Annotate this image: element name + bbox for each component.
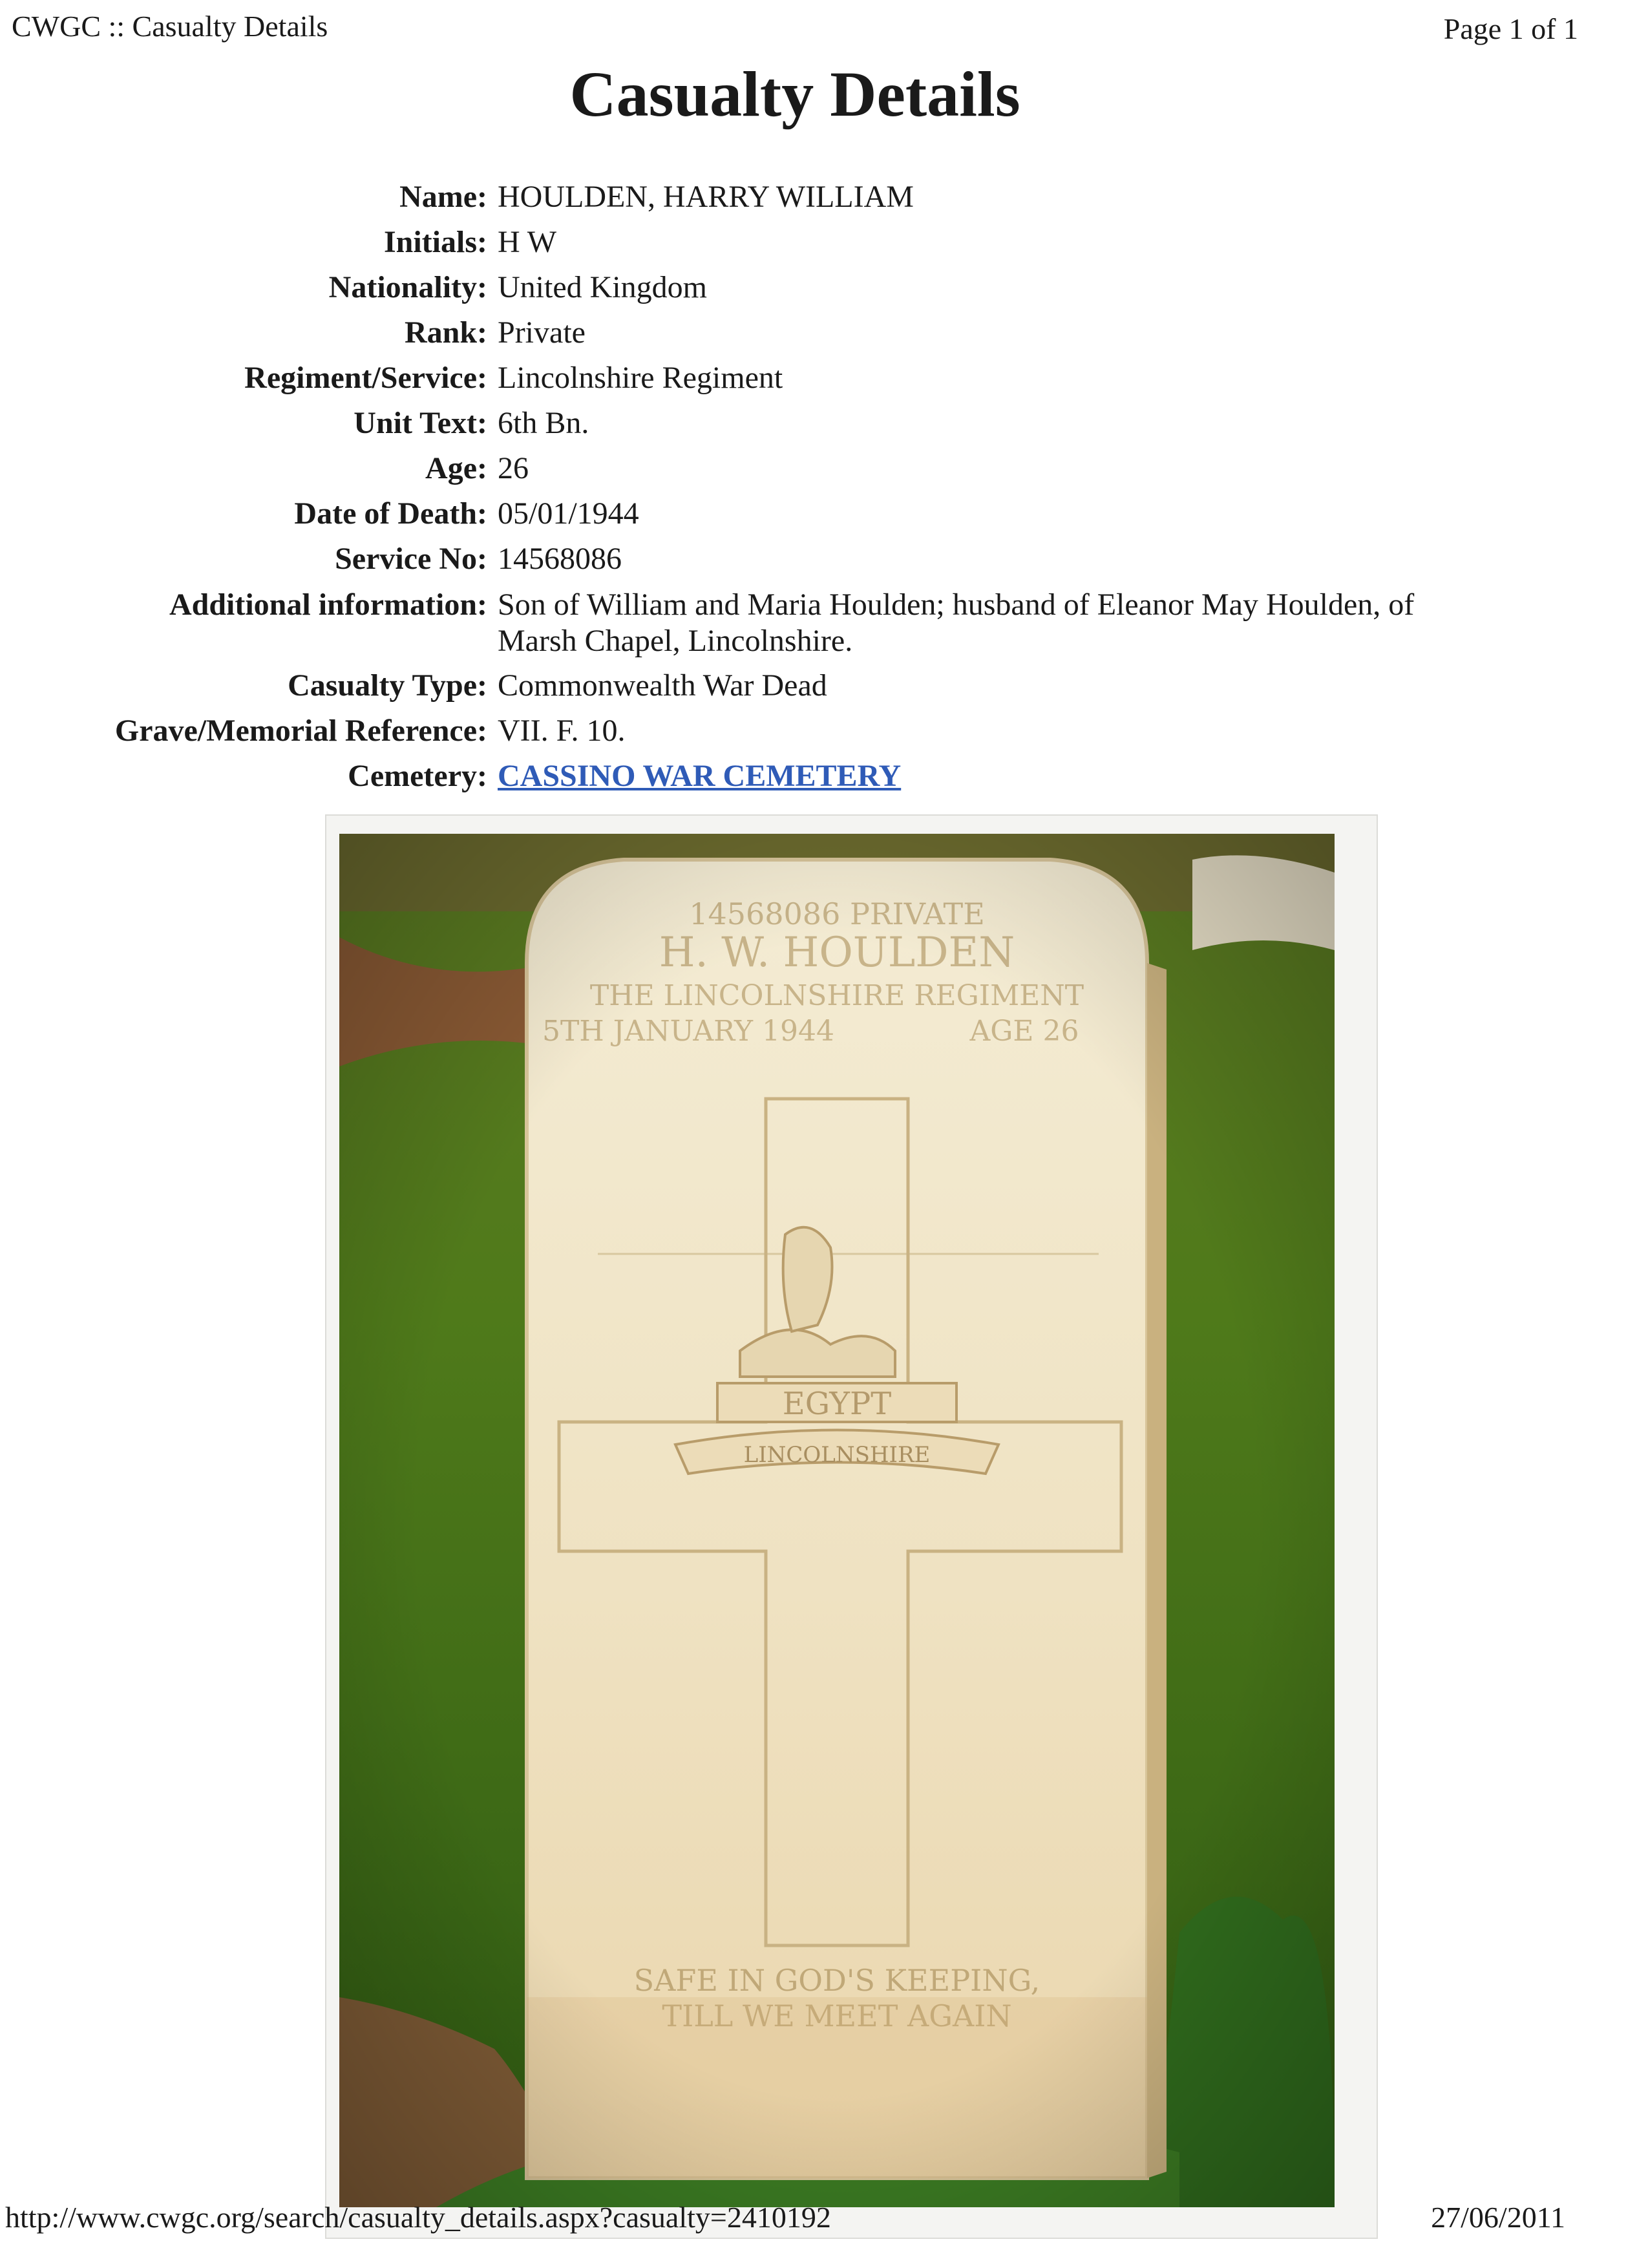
detail-row-service-no (0, 536, 1648, 582)
headstone-photo (339, 834, 1335, 2207)
detail-label: Service No: (335, 542, 487, 576)
detail-row-nationality (0, 265, 1648, 310)
detail-row-rank (0, 310, 1648, 355)
detail-label: Unit Text: (354, 406, 487, 440)
detail-label: Rank: (404, 315, 487, 350)
detail-value: 05/01/1944 (498, 496, 639, 531)
detail-label: Regiment/Service: (244, 361, 487, 395)
detail-row-casualty-type (0, 663, 1648, 708)
detail-value: Private (498, 315, 586, 350)
detail-row-cemetery (0, 754, 1648, 799)
detail-value: 26 (498, 451, 529, 485)
casualty-details (0, 175, 1648, 799)
detail-value: H W (498, 225, 557, 259)
detail-value: 14568086 (498, 542, 622, 576)
detail-value: 6th Bn. (498, 406, 589, 440)
detail-row-grave-reference (0, 708, 1648, 754)
detail-value: Lincolnshire Regiment (498, 361, 783, 395)
detail-label: Age: (425, 451, 487, 485)
detail-label: Initials: (383, 225, 487, 259)
footer-url: http://www.cwgc.org/search/casualty_details.aspx?casualty=2410192 (5, 2201, 831, 2234)
detail-row-date-of-death (0, 491, 1648, 536)
detail-label: Grave/Memorial Reference: (114, 714, 487, 748)
detail-label: Cemetery: (348, 759, 487, 793)
detail-row-initials (0, 220, 1648, 265)
detail-value: VII. F. 10. (498, 714, 626, 748)
detail-value: United Kingdom (498, 270, 707, 304)
detail-label: Nationality: (328, 270, 487, 304)
detail-row-regiment (0, 355, 1648, 401)
page-title: Casualty Details (569, 58, 1020, 130)
detail-row-additional-info (0, 582, 1648, 663)
detail-value: Son of William and Maria Houlden; husband of Eleanor May Houlden, of Marsh Chapel, Lincolnshire. (498, 588, 1415, 658)
detail-row-unit (0, 401, 1648, 446)
detail-label: Casualty Type: (288, 668, 487, 703)
detail-value: HOULDEN, HARRY WILLIAM (498, 180, 914, 214)
footer-date: 27/06/2011 (1431, 2201, 1565, 2234)
page-number: Page 1 of 1 (1443, 12, 1578, 45)
detail-row-age (0, 446, 1648, 491)
detail-label: Date of Death: (294, 496, 487, 531)
detail-value: Commonwealth War Dead (498, 668, 827, 703)
detail-label: Additional information: (169, 588, 487, 622)
detail-row-name (0, 175, 1648, 220)
page-header-title: CWGC :: Casualty Details (12, 10, 328, 43)
cemetery-link[interactable]: CASSINO WAR CEMETERY (498, 759, 902, 793)
detail-label: Name: (399, 180, 487, 214)
